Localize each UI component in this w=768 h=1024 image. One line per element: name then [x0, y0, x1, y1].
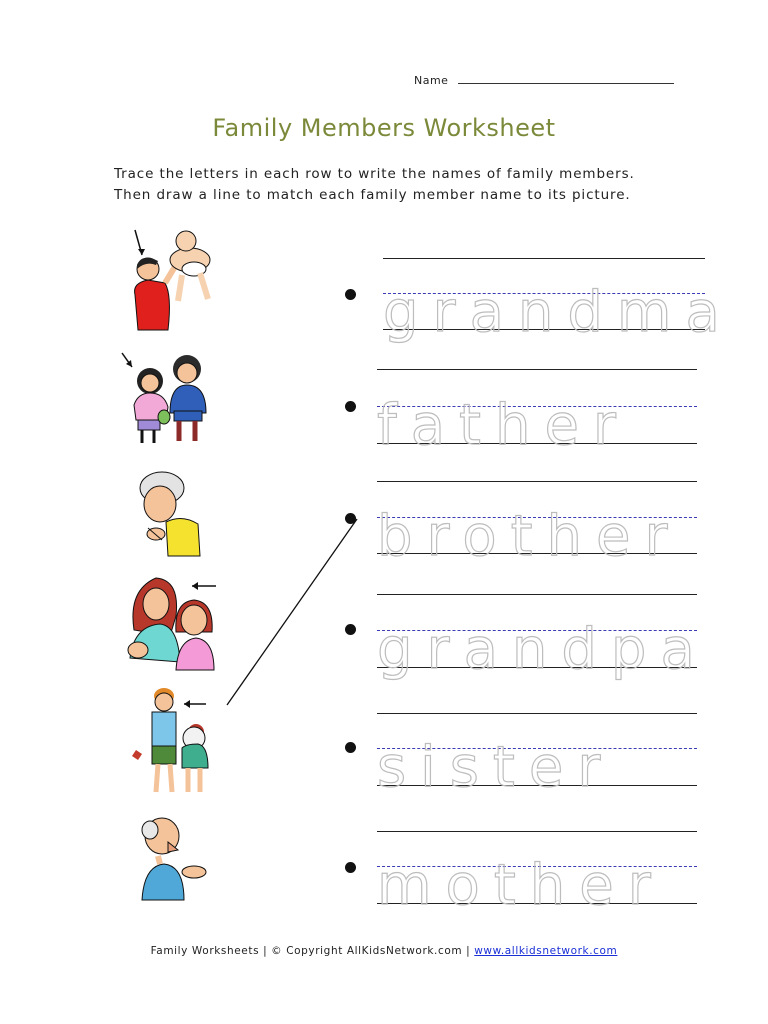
word-row-grandpa	[345, 590, 709, 682]
top-line	[377, 369, 697, 370]
trace-word[interactable]: mother	[377, 853, 665, 918]
word-row-brother	[345, 477, 705, 567]
footer-copyright: Family Worksheets | © Copyright AllKidsNetwork.com |	[150, 945, 475, 957]
trace-word[interactable]: father	[377, 393, 630, 458]
trace-word[interactable]: sister	[377, 735, 615, 800]
footer-website-link[interactable]: www.allkidsnetwork.com	[474, 945, 618, 957]
match-dot[interactable]	[345, 624, 356, 635]
top-line	[377, 713, 697, 714]
word-row-father	[345, 365, 705, 458]
trace-word[interactable]: grandpa	[377, 617, 709, 682]
top-line	[377, 831, 697, 832]
instructions-line-2: Then draw a line to match each family member name to its picture.	[114, 187, 631, 203]
footer	[0, 945, 768, 957]
word-row-grandma	[345, 253, 734, 345]
match-dot[interactable]	[345, 862, 356, 873]
trace-word[interactable]: brother	[377, 504, 682, 569]
match-dot[interactable]	[345, 401, 356, 412]
instructions-line-1: Trace the letters in each row to write the names of family members.	[114, 166, 635, 182]
worksheet-title: Family Members Worksheet	[212, 114, 556, 142]
match-dot[interactable]	[345, 742, 356, 753]
word-row-sister	[345, 708, 705, 798]
match-dot[interactable]	[345, 513, 356, 524]
top-line	[377, 481, 697, 482]
name-label: Name	[414, 74, 449, 87]
top-line	[383, 258, 705, 259]
top-line	[377, 594, 697, 595]
match-dot[interactable]	[345, 289, 356, 300]
word-row-mother	[345, 826, 705, 916]
trace-word[interactable]: grandma	[383, 280, 734, 345]
